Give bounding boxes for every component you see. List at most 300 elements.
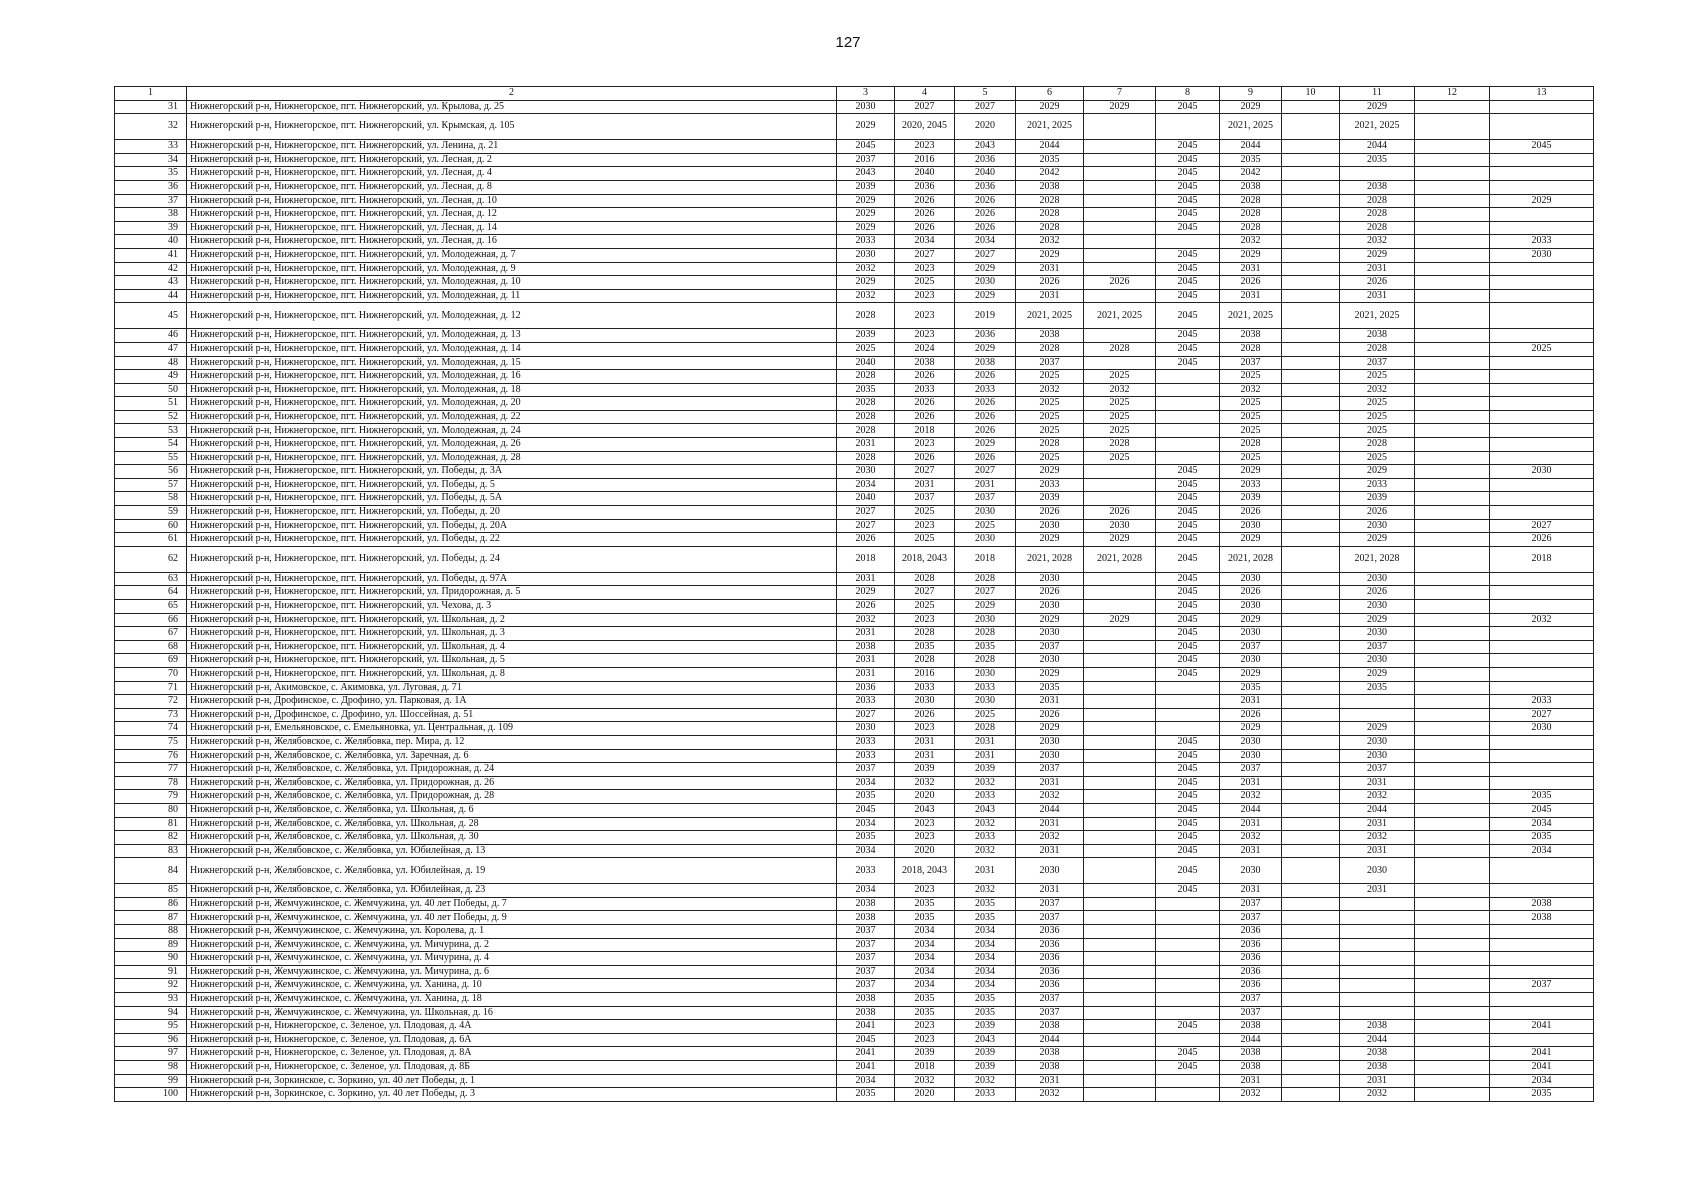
year-cell: 2029 xyxy=(1220,533,1282,547)
table-row xyxy=(115,289,1594,303)
year-cell xyxy=(1156,965,1220,979)
year-cell xyxy=(1415,180,1490,194)
table-row xyxy=(115,817,1594,831)
year-cell xyxy=(1415,424,1490,438)
address-cell: Нижнегорский р-н, Нижнегорское, пгт. Нижнегорский, ул. Школьная, д. 4 xyxy=(187,640,837,654)
year-cell: 2027 xyxy=(955,100,1016,114)
address-cell: Нижнегорский р-н, Дрофинское, с. Дрофино, ул. Шоссейная, д. 51 xyxy=(187,708,837,722)
table-row xyxy=(115,546,1594,572)
year-cell xyxy=(1490,276,1594,290)
year-cell: 2029 xyxy=(1016,667,1084,681)
year-cell xyxy=(1084,708,1156,722)
year-cell xyxy=(1282,586,1340,600)
address-cell: Нижнегорский р-н, Нижнегорское, пгт. Нижнегорский, ул. Молодежная, д. 22 xyxy=(187,410,837,424)
year-cell: 2032 xyxy=(895,1074,955,1088)
page-number: 127 xyxy=(835,34,861,51)
year-cell: 2044 xyxy=(1016,1033,1084,1047)
year-cell: 2035 xyxy=(895,897,955,911)
year-cell: 2031 xyxy=(1340,844,1415,858)
year-cell xyxy=(1490,451,1594,465)
year-cell: 2026 xyxy=(895,451,955,465)
year-cell: 2020 xyxy=(955,114,1016,140)
year-cell: 2037 xyxy=(1016,993,1084,1007)
address-cell: Нижнегорский р-н, Желябовское, с. Желябовка, ул. Юбилейная, д. 13 xyxy=(187,844,837,858)
address-cell: Нижнегорский р-н, Жемчужинское, с. Жемчужина, ул. Королева, д. 1 xyxy=(187,925,837,939)
year-cell xyxy=(1084,492,1156,506)
year-cell: 2029 xyxy=(837,114,895,140)
table-row xyxy=(115,654,1594,668)
table-row xyxy=(115,790,1594,804)
row-number-cell: 33 xyxy=(115,140,187,154)
year-cell xyxy=(1415,438,1490,452)
year-cell: 2045 xyxy=(1490,140,1594,154)
year-cell: 2028 xyxy=(1084,342,1156,356)
year-cell: 2038 xyxy=(1016,180,1084,194)
row-number-cell: 80 xyxy=(115,803,187,817)
year-cell: 2031 xyxy=(1220,695,1282,709)
year-cell xyxy=(1490,356,1594,370)
year-cell: 2045 xyxy=(1156,627,1220,641)
year-cell: 2035 xyxy=(1220,681,1282,695)
year-cell: 2025 xyxy=(895,533,955,547)
year-cell: 2027 xyxy=(837,519,895,533)
address-cell: Нижнегорский р-н, Нижнегорское, пгт. Нижнегорский, ул. Молодежная, д. 20 xyxy=(187,397,837,411)
year-cell xyxy=(1084,667,1156,681)
table-row xyxy=(115,1088,1594,1102)
year-cell xyxy=(1084,858,1156,884)
year-cell: 2035 xyxy=(1220,153,1282,167)
address-cell: Нижнегорский р-н, Зоркинское, с. Зоркино, ул. 40 лет Победы, д. 3 xyxy=(187,1088,837,1102)
year-cell xyxy=(1084,884,1156,898)
year-cell: 2028 xyxy=(1340,221,1415,235)
year-cell xyxy=(1415,342,1490,356)
year-cell: 2031 xyxy=(837,438,895,452)
year-cell: 2026 xyxy=(955,208,1016,222)
address-cell: Нижнегорский р-н, Желябовское, с. Желябовка, ул. Школьная, д. 28 xyxy=(187,817,837,831)
year-cell: 2027 xyxy=(955,248,1016,262)
year-cell: 2029 xyxy=(1220,248,1282,262)
year-cell: 2026 xyxy=(1490,533,1594,547)
year-cell xyxy=(1415,803,1490,817)
year-cell: 2043 xyxy=(955,803,1016,817)
year-cell: 2021, 2028 xyxy=(1084,546,1156,572)
year-cell xyxy=(1282,613,1340,627)
row-number-cell: 74 xyxy=(115,722,187,736)
year-cell xyxy=(1490,884,1594,898)
year-cell xyxy=(1084,114,1156,140)
year-cell: 2029 xyxy=(955,262,1016,276)
year-cell: 2038 xyxy=(1220,180,1282,194)
year-cell xyxy=(1490,180,1594,194)
year-cell xyxy=(1084,790,1156,804)
year-cell: 2031 xyxy=(1220,844,1282,858)
year-cell: 2045 xyxy=(1156,613,1220,627)
column-header-13: 13 xyxy=(1490,87,1594,101)
year-cell xyxy=(1415,884,1490,898)
year-cell xyxy=(1084,979,1156,993)
year-cell: 2045 xyxy=(1156,208,1220,222)
year-cell xyxy=(1156,952,1220,966)
table-row xyxy=(115,438,1594,452)
year-cell: 2032 xyxy=(955,776,1016,790)
year-cell: 2035 xyxy=(895,993,955,1007)
year-cell: 2038 xyxy=(1016,329,1084,343)
year-cell: 2043 xyxy=(955,1033,1016,1047)
year-cell: 2041 xyxy=(837,1061,895,1075)
year-cell: 2038 xyxy=(955,356,1016,370)
row-number-cell: 92 xyxy=(115,979,187,993)
year-cell: 2029 xyxy=(1340,533,1415,547)
row-number-cell: 91 xyxy=(115,965,187,979)
year-cell: 2030 xyxy=(1220,627,1282,641)
year-cell: 2025 xyxy=(1340,397,1415,411)
year-cell: 2028 xyxy=(1016,194,1084,208)
year-cell: 2028 xyxy=(1220,438,1282,452)
year-cell: 2026 xyxy=(1084,506,1156,520)
year-cell: 2040 xyxy=(837,492,895,506)
row-number-cell: 56 xyxy=(115,465,187,479)
year-cell: 2037 xyxy=(955,492,1016,506)
address-cell: Нижнегорский р-н, Нижнегорское, пгт. Нижнегорский, ул. Победы, д. 20 xyxy=(187,506,837,520)
year-cell: 2033 xyxy=(1490,235,1594,249)
year-cell: 2030 xyxy=(1016,749,1084,763)
year-cell: 2028 xyxy=(1016,342,1084,356)
year-cell xyxy=(1340,938,1415,952)
year-cell: 2038 xyxy=(1490,897,1594,911)
year-cell: 2045 xyxy=(1156,180,1220,194)
year-cell xyxy=(1282,221,1340,235)
year-cell xyxy=(1490,952,1594,966)
year-cell: 2036 xyxy=(955,153,1016,167)
year-cell: 2035 xyxy=(1340,681,1415,695)
address-cell: Нижнегорский р-н, Нижнегорское, пгт. Нижнегорский, ул. Победы, д. 20А xyxy=(187,519,837,533)
row-number-cell: 47 xyxy=(115,342,187,356)
year-cell: 2036 xyxy=(1220,952,1282,966)
year-cell xyxy=(1415,506,1490,520)
year-cell: 2028 xyxy=(1340,208,1415,222)
year-cell xyxy=(1415,613,1490,627)
row-number-cell: 70 xyxy=(115,667,187,681)
year-cell: 2029 xyxy=(955,289,1016,303)
column-header-11: 11 xyxy=(1340,87,1415,101)
year-cell: 2030 xyxy=(955,667,1016,681)
year-cell: 2026 xyxy=(837,533,895,547)
year-cell: 2025 xyxy=(1220,410,1282,424)
row-number-cell: 46 xyxy=(115,329,187,343)
year-cell: 2034 xyxy=(955,979,1016,993)
year-cell: 2044 xyxy=(1340,803,1415,817)
year-cell: 2035 xyxy=(1490,790,1594,804)
year-cell: 2021, 2025 xyxy=(1084,303,1156,329)
year-cell xyxy=(1415,153,1490,167)
year-cell: 2032 xyxy=(1016,383,1084,397)
year-cell xyxy=(1156,925,1220,939)
address-cell: Нижнегорский р-н, Нижнегорское, пгт. Нижнегорский, ул. Лесная, д. 2 xyxy=(187,153,837,167)
row-number-cell: 85 xyxy=(115,884,187,898)
year-cell: 2025 xyxy=(1340,410,1415,424)
row-number-cell: 51 xyxy=(115,397,187,411)
year-cell: 2034 xyxy=(837,844,895,858)
year-cell: 2033 xyxy=(1016,478,1084,492)
year-cell xyxy=(1084,1020,1156,1034)
year-cell: 2021, 2025 xyxy=(1016,303,1084,329)
year-cell: 2033 xyxy=(837,235,895,249)
year-cell xyxy=(1490,506,1594,520)
row-number-cell: 63 xyxy=(115,572,187,586)
year-cell: 2029 xyxy=(1340,613,1415,627)
year-cell: 2024 xyxy=(895,342,955,356)
year-cell xyxy=(1282,153,1340,167)
address-cell: Нижнегорский р-н, Жемчужинское, с. Жемчужина, ул. Школьная, д. 16 xyxy=(187,1006,837,1020)
year-cell: 2026 xyxy=(1220,276,1282,290)
address-cell: Нижнегорский р-н, Нижнегорское, пгт. Нижнегорский, ул. Чехова, д. 3 xyxy=(187,600,837,614)
year-cell: 2038 xyxy=(1220,1047,1282,1061)
year-cell: 2031 xyxy=(837,572,895,586)
table-row xyxy=(115,410,1594,424)
year-cell: 2033 xyxy=(837,735,895,749)
year-cell: 2023 xyxy=(895,1033,955,1047)
year-cell: 2031 xyxy=(1340,262,1415,276)
year-cell: 2038 xyxy=(1016,1020,1084,1034)
year-cell xyxy=(1340,167,1415,181)
year-cell xyxy=(1156,993,1220,1007)
row-number-cell: 44 xyxy=(115,289,187,303)
year-cell xyxy=(1415,276,1490,290)
year-cell: 2028 xyxy=(955,627,1016,641)
year-cell xyxy=(1084,600,1156,614)
year-cell xyxy=(1490,1006,1594,1020)
year-cell: 2045 xyxy=(1156,140,1220,154)
year-cell: 2045 xyxy=(1156,478,1220,492)
table-row xyxy=(115,735,1594,749)
address-cell: Нижнегорский р-н, Нижнегорское, пгт. Нижнегорский, ул. Лесная, д. 16 xyxy=(187,235,837,249)
year-cell: 2030 xyxy=(955,276,1016,290)
year-cell: 2033 xyxy=(837,749,895,763)
year-cell: 2030 xyxy=(955,533,1016,547)
year-cell: 2020 xyxy=(895,790,955,804)
year-cell xyxy=(1156,722,1220,736)
year-cell: 2037 xyxy=(1340,640,1415,654)
year-cell: 2032 xyxy=(1220,383,1282,397)
year-cell xyxy=(1415,722,1490,736)
year-cell xyxy=(1340,965,1415,979)
year-cell xyxy=(1415,194,1490,208)
year-cell xyxy=(1282,831,1340,845)
year-cell xyxy=(1490,329,1594,343)
address-cell: Нижнегорский р-н, Желябовское, с. Желябовка, ул. Заречная, д. 6 xyxy=(187,749,837,763)
address-cell: Нижнегорский р-н, Желябовское, с. Желябовка, ул. Придорожная, д. 24 xyxy=(187,763,837,777)
row-number-cell: 65 xyxy=(115,600,187,614)
year-cell xyxy=(1415,329,1490,343)
year-cell: 2020, 2045 xyxy=(895,114,955,140)
year-cell: 2025 xyxy=(1084,370,1156,384)
year-cell xyxy=(1340,911,1415,925)
table-row xyxy=(115,248,1594,262)
year-cell xyxy=(1282,438,1340,452)
year-cell: 2045 xyxy=(1156,342,1220,356)
address-cell: Нижнегорский р-н, Нижнегорское, пгт. Нижнегорский, ул. Придорожная, д. 5 xyxy=(187,586,837,600)
year-cell xyxy=(1415,858,1490,884)
year-cell xyxy=(1490,735,1594,749)
year-cell: 2045 xyxy=(1156,276,1220,290)
year-cell: 2027 xyxy=(837,708,895,722)
year-cell: 2028 xyxy=(1340,194,1415,208)
year-cell: 2045 xyxy=(837,140,895,154)
year-cell: 2030 xyxy=(1340,735,1415,749)
address-cell: Нижнегорский р-н, Нижнегорское, пгт. Нижнегорский, ул. Победы, д. 24 xyxy=(187,546,837,572)
year-cell xyxy=(1084,817,1156,831)
year-cell: 2029 xyxy=(1016,248,1084,262)
year-cell: 2021, 2025 xyxy=(1340,303,1415,329)
year-cell xyxy=(1490,383,1594,397)
row-number-cell: 68 xyxy=(115,640,187,654)
row-number-cell: 39 xyxy=(115,221,187,235)
year-cell xyxy=(1084,911,1156,925)
year-cell: 2030 xyxy=(837,100,895,114)
address-cell: Нижнегорский р-н, Жемчужинское, с. Жемчужина, ул. Мичурина, д. 2 xyxy=(187,938,837,952)
year-cell xyxy=(1340,1006,1415,1020)
table-row xyxy=(115,640,1594,654)
year-cell: 2025 xyxy=(895,276,955,290)
year-cell: 2038 xyxy=(837,897,895,911)
year-cell xyxy=(1415,208,1490,222)
year-cell: 2041 xyxy=(1490,1047,1594,1061)
row-number-cell: 86 xyxy=(115,897,187,911)
year-cell: 2036 xyxy=(1220,925,1282,939)
column-header-5: 5 xyxy=(955,87,1016,101)
year-cell xyxy=(1282,167,1340,181)
row-number-cell: 62 xyxy=(115,546,187,572)
year-cell xyxy=(1282,424,1340,438)
table-row xyxy=(115,613,1594,627)
year-cell xyxy=(1415,586,1490,600)
year-cell: 2030 xyxy=(955,613,1016,627)
year-cell: 2028 xyxy=(955,654,1016,668)
year-cell xyxy=(1490,858,1594,884)
year-cell: 2026 xyxy=(1084,276,1156,290)
table-row xyxy=(115,1061,1594,1075)
year-cell: 2031 xyxy=(955,749,1016,763)
year-cell: 2036 xyxy=(1016,925,1084,939)
column-header-10: 10 xyxy=(1282,87,1340,101)
year-cell xyxy=(1282,492,1340,506)
year-cell xyxy=(1084,803,1156,817)
year-cell: 2023 xyxy=(895,831,955,845)
year-cell xyxy=(1282,1033,1340,1047)
year-cell: 2034 xyxy=(895,925,955,939)
table-row xyxy=(115,803,1594,817)
year-cell xyxy=(1282,763,1340,777)
year-cell: 2029 xyxy=(1490,194,1594,208)
year-cell: 2023 xyxy=(895,262,955,276)
year-cell: 2029 xyxy=(1340,248,1415,262)
row-number-cell: 45 xyxy=(115,303,187,329)
year-cell: 2023 xyxy=(895,519,955,533)
year-cell: 2026 xyxy=(955,451,1016,465)
year-cell xyxy=(1490,438,1594,452)
year-cell: 2034 xyxy=(895,938,955,952)
year-cell: 2031 xyxy=(1340,1074,1415,1088)
year-cell: 2031 xyxy=(1220,262,1282,276)
year-cell: 2030 xyxy=(955,506,1016,520)
year-cell: 2040 xyxy=(895,167,955,181)
year-cell xyxy=(1415,1033,1490,1047)
year-cell xyxy=(1415,572,1490,586)
year-cell: 2036 xyxy=(1220,938,1282,952)
column-header-8: 8 xyxy=(1156,87,1220,101)
year-cell: 2045 xyxy=(1156,303,1220,329)
year-cell: 2038 xyxy=(1220,1020,1282,1034)
year-cell xyxy=(1282,533,1340,547)
row-number-cell: 81 xyxy=(115,817,187,831)
year-cell xyxy=(1490,478,1594,492)
year-cell: 2031 xyxy=(1340,817,1415,831)
year-cell xyxy=(1282,1074,1340,1088)
year-cell xyxy=(1415,262,1490,276)
year-cell xyxy=(1282,925,1340,939)
table-row xyxy=(115,356,1594,370)
year-cell xyxy=(1415,749,1490,763)
year-cell xyxy=(1084,1061,1156,1075)
year-cell: 2021, 2028 xyxy=(1220,546,1282,572)
year-cell: 2034 xyxy=(895,979,955,993)
year-cell: 2031 xyxy=(837,654,895,668)
row-number-cell: 42 xyxy=(115,262,187,276)
address-cell: Нижнегорский р-н, Нижнегорское, пгт. Нижнегорский, ул. Лесная, д. 8 xyxy=(187,180,837,194)
address-cell: Нижнегорский р-н, Желябовское, с. Желябовка, пер. Мира, д. 12 xyxy=(187,735,837,749)
year-cell: 2023 xyxy=(895,1020,955,1034)
year-cell: 2030 xyxy=(1016,627,1084,641)
address-cell: Нижнегорский р-н, Зоркинское, с. Зоркино, ул. 40 лет Победы, д. 1 xyxy=(187,1074,837,1088)
year-cell: 2035 xyxy=(1490,831,1594,845)
year-cell xyxy=(1415,1047,1490,1061)
table-row xyxy=(115,925,1594,939)
year-cell: 2033 xyxy=(895,383,955,397)
row-number-cell: 98 xyxy=(115,1061,187,1075)
year-cell: 2029 xyxy=(955,342,1016,356)
year-cell: 2041 xyxy=(1490,1020,1594,1034)
table-row xyxy=(115,993,1594,1007)
year-cell: 2025 xyxy=(1220,424,1282,438)
year-cell: 2045 xyxy=(1156,1047,1220,1061)
year-cell: 2039 xyxy=(955,1020,1016,1034)
year-cell: 2031 xyxy=(1016,844,1084,858)
year-cell: 2031 xyxy=(955,478,1016,492)
year-cell xyxy=(1415,911,1490,925)
address-cell: Нижнегорский р-н, Нижнегорское, с. Зеленое, ул. Плодовая, д. 8Б xyxy=(187,1061,837,1075)
year-cell xyxy=(1282,952,1340,966)
year-cell xyxy=(1084,140,1156,154)
year-cell: 2025 xyxy=(895,600,955,614)
table-row xyxy=(115,844,1594,858)
year-cell xyxy=(1084,952,1156,966)
year-cell: 2045 xyxy=(1156,640,1220,654)
year-cell: 2026 xyxy=(895,194,955,208)
year-cell: 2045 xyxy=(1156,803,1220,817)
year-cell xyxy=(1415,695,1490,709)
year-cell xyxy=(1084,262,1156,276)
year-cell xyxy=(1156,383,1220,397)
year-cell: 2030 xyxy=(1016,519,1084,533)
year-cell xyxy=(1084,1074,1156,1088)
row-number-cell: 76 xyxy=(115,749,187,763)
year-cell xyxy=(1415,817,1490,831)
year-cell xyxy=(1282,397,1340,411)
year-cell: 2045 xyxy=(1156,572,1220,586)
year-cell: 2044 xyxy=(1220,140,1282,154)
table-row xyxy=(115,1033,1594,1047)
year-cell xyxy=(1084,1033,1156,1047)
